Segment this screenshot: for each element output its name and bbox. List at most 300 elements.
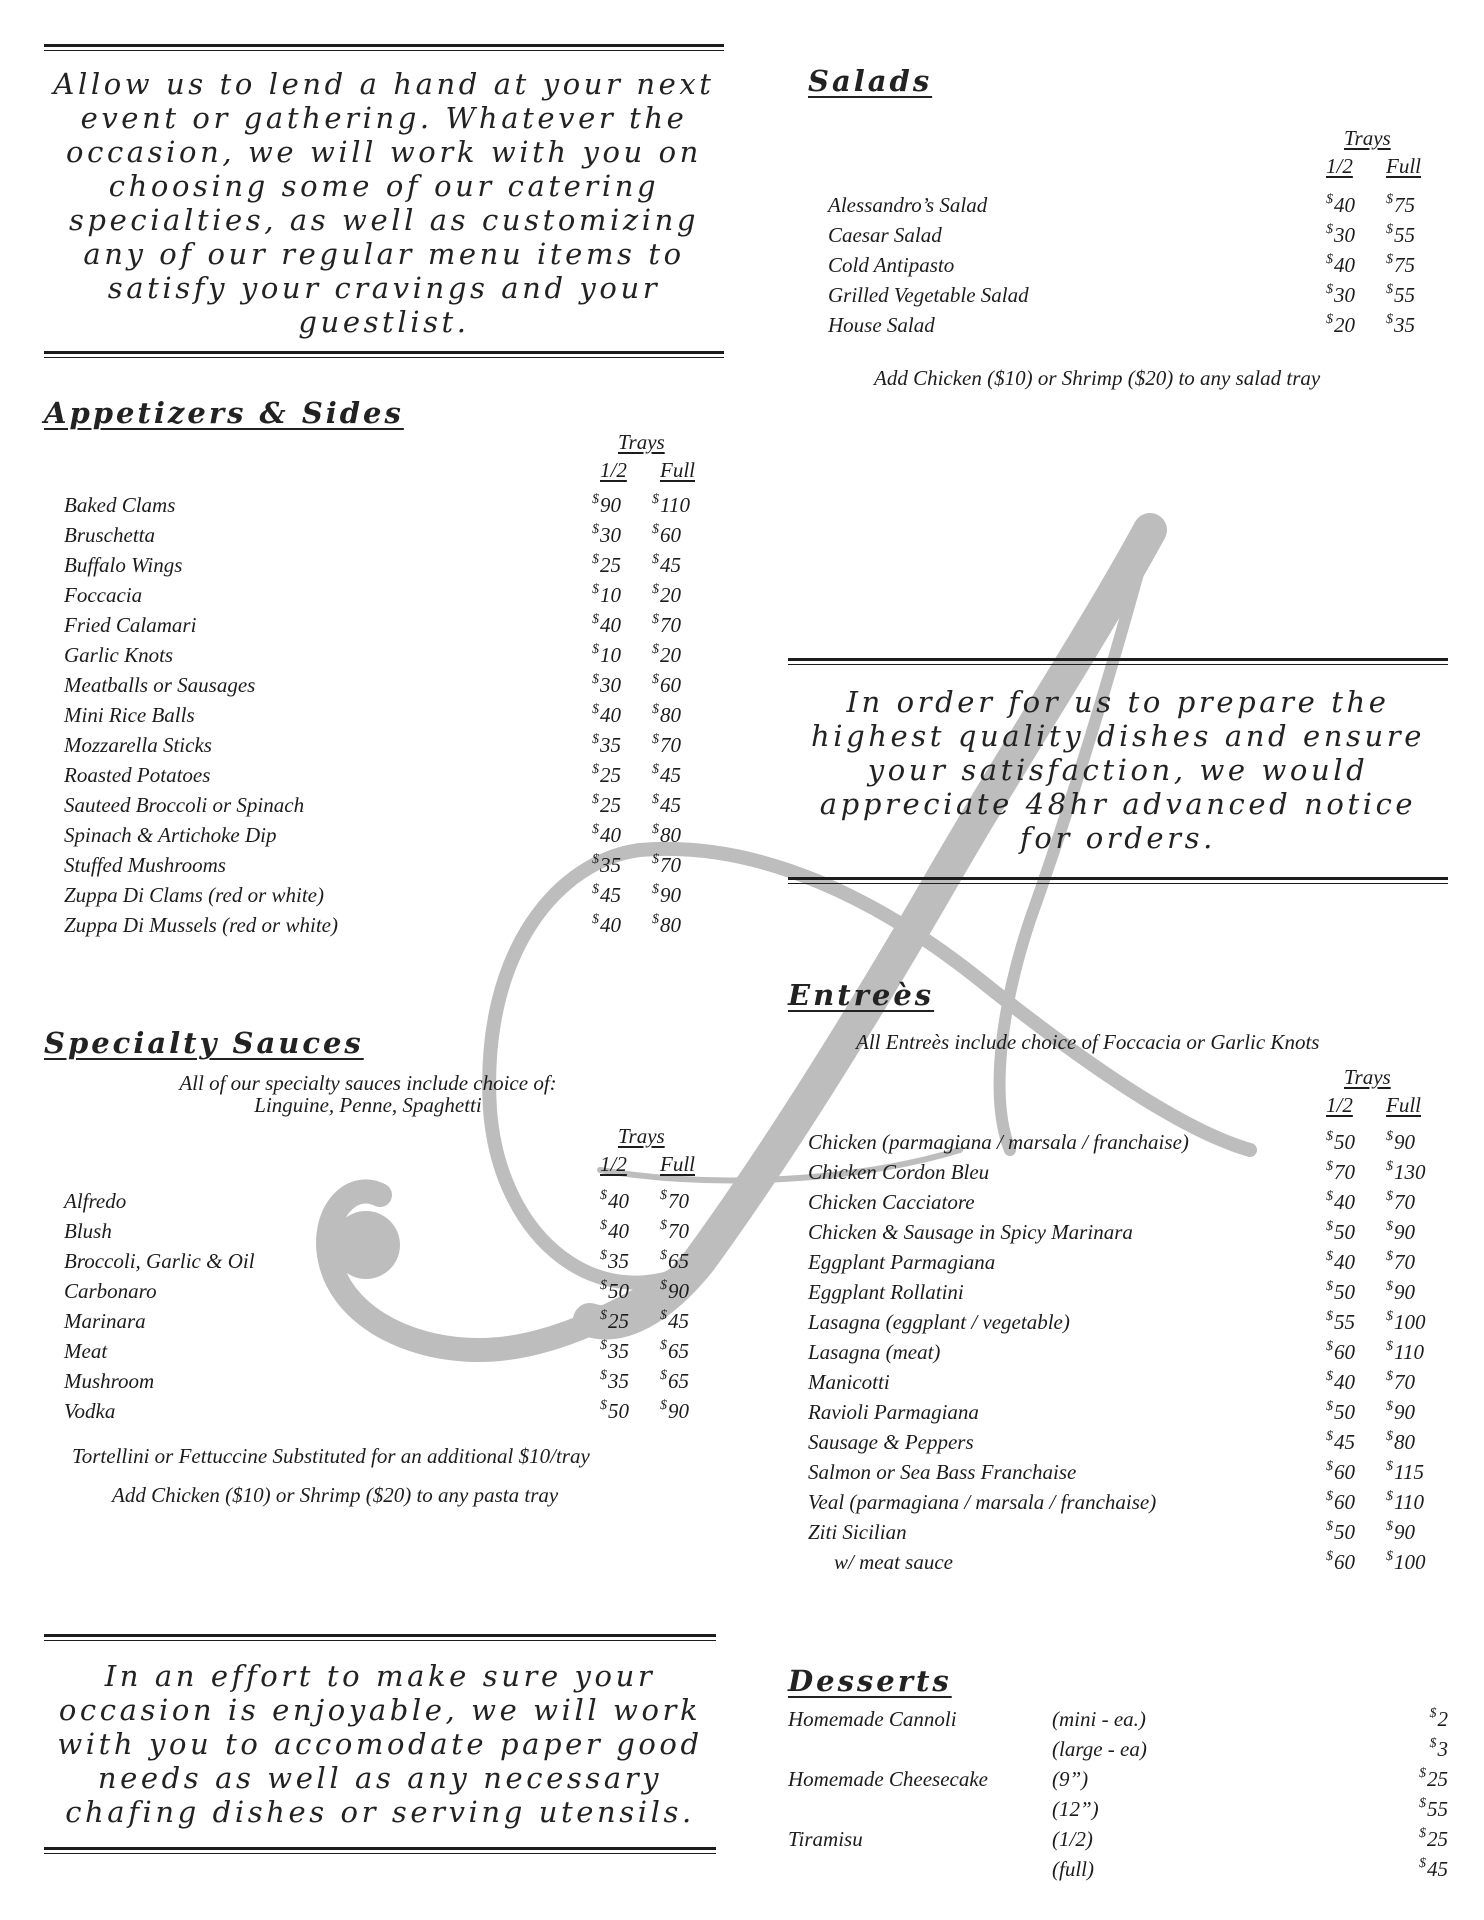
full-tray-price [1386, 1307, 1426, 1341]
currency-symbol: $ [592, 852, 599, 867]
full-tray-price [1386, 1397, 1415, 1431]
currency-symbol: $ [592, 492, 599, 507]
currency-symbol: $ [1386, 1249, 1393, 1264]
menu-item-name: Mozzarella Sticks [64, 733, 212, 757]
dessert-price [1419, 1854, 1448, 1888]
full-tray-price [652, 880, 681, 914]
full-tray-price [660, 1306, 689, 1340]
price-value: 40 [1334, 1250, 1355, 1274]
currency-symbol: $ [1326, 1519, 1333, 1534]
price-value: 45 [668, 1309, 689, 1333]
currency-symbol: $ [1326, 1399, 1333, 1414]
half-tray-price [600, 1396, 629, 1430]
full-tray-price [652, 820, 681, 854]
price-value: 70 [1394, 1250, 1415, 1274]
menu-item-name: Carbonaro [64, 1279, 157, 1303]
price-value: 35 [608, 1369, 629, 1393]
middle-notice-rule-bottom [788, 877, 1448, 884]
half-tray-price [592, 580, 621, 614]
currency-symbol: $ [1386, 1189, 1393, 1204]
menu-item-row [44, 700, 724, 730]
currency-symbol: $ [1326, 312, 1333, 327]
dessert-row [788, 1854, 1448, 1884]
currency-symbol: $ [1326, 222, 1333, 237]
half-tray-price [592, 610, 621, 644]
menu-item-row [44, 550, 724, 580]
menu-item-name: Buffalo Wings [64, 553, 183, 577]
full-tray-price [1386, 220, 1415, 254]
menu-item-row [44, 610, 724, 640]
full-tray-price [1386, 1487, 1424, 1521]
price-value: 35 [600, 733, 621, 757]
price-value: 45 [660, 763, 681, 787]
sauces-intro-line1: All of our specialty sauces include choice of: [179, 1071, 557, 1095]
price-value: 40 [1334, 193, 1355, 217]
price-value: 55 [1427, 1797, 1448, 1821]
menu-item-row [44, 670, 724, 700]
salads-note-add-protein: Add Chicken ($10) or Shrimp ($20) to any salad tray [874, 366, 1321, 390]
half-tray-price [592, 820, 621, 854]
currency-symbol: $ [652, 912, 659, 927]
price-value: 80 [660, 703, 681, 727]
currency-symbol: $ [652, 822, 659, 837]
menu-item-name: Baked Clams [64, 493, 176, 517]
currency-symbol: $ [1326, 1249, 1333, 1264]
price-value: 50 [1334, 1280, 1355, 1304]
menu-item-name: Garlic Knots [64, 643, 174, 667]
price-value: 25 [1427, 1827, 1448, 1851]
middle-notice: In order for us to prepare the highest quality dishes and ensure your satisfaction, we would appreciate 48hr advanced notice for orders. [810, 685, 1426, 855]
full-tray-price [1386, 1547, 1426, 1581]
price-value: 25 [600, 763, 621, 787]
price-value: 90 [600, 493, 621, 517]
price-value: 115 [1394, 1460, 1424, 1484]
full-tray-price [660, 1186, 689, 1220]
currency-symbol: $ [1386, 312, 1393, 327]
menu-item-name: Stuffed Mushrooms [64, 853, 226, 877]
price-value: 65 [668, 1369, 689, 1393]
menu-item-row [808, 310, 1450, 340]
price-value: 20 [660, 643, 681, 667]
half-tray-price [1326, 1247, 1355, 1281]
half-tray-price [1326, 280, 1355, 314]
menu-item-row [788, 1457, 1448, 1487]
currency-symbol: $ [1326, 1189, 1333, 1204]
menu-item-name: House Salad [828, 313, 935, 337]
dessert-price [1430, 1704, 1449, 1738]
currency-symbol: $ [1386, 222, 1393, 237]
salads-section [808, 64, 1450, 391]
half-tray-price [592, 550, 621, 584]
currency-symbol: $ [1386, 1309, 1393, 1324]
price-value: 20 [660, 583, 681, 607]
full-tray-price [1386, 1517, 1415, 1551]
half-tray-price [1326, 190, 1355, 224]
half-tray-price [592, 490, 621, 524]
currency-symbol: $ [1326, 252, 1333, 267]
price-value: 110 [1394, 1340, 1424, 1364]
half-tray-price [1326, 1517, 1355, 1551]
menu-item-name: w/ meat sauce [834, 1550, 953, 1574]
half-tray-price [600, 1186, 629, 1220]
sauces-intro-line2: Linguine, Penne, Spaghetti [254, 1093, 482, 1117]
sauces-note-add-protein: Add Chicken ($10) or Shrimp ($20) to any pasta tray [112, 1483, 559, 1507]
dessert-name: Homemade Cannoli [788, 1707, 957, 1731]
half-tray-price [1326, 1487, 1355, 1521]
dessert-row [788, 1794, 1448, 1824]
price-value: 50 [1334, 1400, 1355, 1424]
price-value: 70 [660, 853, 681, 877]
menu-item-name: Foccacia [64, 583, 143, 607]
menu-item-name: Fried Calamari [64, 613, 197, 637]
half-tray-price [592, 880, 621, 914]
full-tray-price [1386, 280, 1415, 314]
dessert-price [1419, 1824, 1448, 1858]
menu-item-name: Eggplant Parmagiana [808, 1250, 996, 1274]
currency-symbol: $ [1386, 1279, 1393, 1294]
currency-symbol: $ [1419, 1766, 1426, 1781]
half-tray-price [592, 910, 621, 944]
appetizers-list [44, 490, 724, 940]
price-value: 90 [1394, 1400, 1415, 1424]
middle-notice-block [788, 658, 1448, 884]
currency-symbol: $ [600, 1218, 607, 1233]
menu-item-row [788, 1277, 1448, 1307]
full-tray-price [1386, 1337, 1424, 1371]
currency-symbol: $ [1429, 1736, 1437, 1751]
price-value: 40 [600, 703, 621, 727]
currency-symbol: $ [600, 1308, 607, 1323]
currency-symbol: $ [592, 792, 599, 807]
price-value: 40 [608, 1219, 629, 1243]
menu-item-name: Cold Antipasto [828, 253, 955, 277]
menu-item-row [44, 580, 724, 610]
desserts-list [788, 1704, 1448, 1884]
menu-item-row [44, 760, 724, 790]
full-tray-price [652, 760, 681, 794]
menu-item-name: Caesar Salad [828, 223, 942, 247]
entrees-title: Entreès [788, 978, 935, 1012]
price-value: 60 [660, 673, 681, 697]
bottom-notice: In an effort to make sure your occasion is enjoyable, we will work with you to accomodate paper good needs as well as any necessary chafing dishes or serving utensils. [57, 1659, 703, 1829]
menu-item-name: Roasted Potatoes [64, 763, 211, 787]
menu-item-row [44, 1246, 724, 1276]
half-label: 1/2 [1326, 154, 1353, 178]
currency-symbol: $ [652, 702, 659, 717]
menu-item-row [44, 850, 724, 880]
price-value: 25 [1427, 1767, 1448, 1791]
currency-symbol: $ [592, 822, 599, 837]
half-tray-price [1326, 220, 1355, 254]
menu-item-row [788, 1217, 1448, 1247]
right-column [788, 64, 1450, 1881]
full-tray-price [660, 1336, 689, 1370]
currency-symbol: $ [592, 582, 599, 597]
full-tray-price [660, 1246, 689, 1280]
currency-symbol: $ [1386, 1129, 1393, 1144]
currency-symbol: $ [1326, 1279, 1333, 1294]
dessert-size: (1/2) [1052, 1827, 1093, 1851]
full-tray-price [652, 640, 681, 674]
currency-symbol: $ [600, 1278, 607, 1293]
price-value: 90 [668, 1279, 689, 1303]
price-value: 45 [600, 883, 621, 907]
currency-symbol: $ [600, 1248, 607, 1263]
full-tray-price [652, 910, 681, 944]
price-value: 60 [1334, 1550, 1355, 1574]
price-value: 70 [1334, 1160, 1355, 1184]
half-tray-price [592, 760, 621, 794]
price-value: 70 [660, 733, 681, 757]
full-tray-price [660, 1366, 689, 1400]
full-tray-price [1386, 1157, 1426, 1191]
trays-label: Trays [618, 430, 665, 454]
menu-item-name: Grilled Vegetable Salad [828, 283, 1029, 307]
currency-symbol: $ [1326, 1369, 1333, 1384]
price-value: 45 [1334, 1430, 1355, 1454]
price-value: 110 [1394, 1490, 1424, 1514]
full-tray-price [1386, 190, 1415, 224]
half-tray-price [1326, 250, 1355, 284]
half-tray-price [1326, 1547, 1355, 1581]
price-value: 90 [1394, 1520, 1415, 1544]
half-tray-price [592, 520, 621, 554]
currency-symbol: $ [660, 1218, 667, 1233]
price-value: 30 [1334, 223, 1355, 247]
full-label: Full [660, 458, 695, 482]
top-notice-rule-top [44, 44, 724, 51]
currency-symbol: $ [652, 582, 659, 597]
bottom-notice-rule-bottom [44, 1847, 716, 1854]
currency-symbol: $ [592, 552, 599, 567]
price-value: 60 [1334, 1460, 1355, 1484]
menu-item-name: Chicken Cordon Bleu [808, 1160, 990, 1184]
half-tray-price [592, 640, 621, 674]
full-tray-price [1386, 1367, 1415, 1401]
currency-symbol: $ [592, 882, 599, 897]
menu-item-row [788, 1547, 1448, 1577]
price-value: 50 [1334, 1220, 1355, 1244]
menu-item-name: Sausage & Peppers [808, 1430, 974, 1454]
menu-item-name: Meatballs or Sausages [64, 673, 256, 697]
menu-item-row [788, 1427, 1448, 1457]
appetizers-trays-header [44, 430, 724, 486]
full-tray-price [652, 790, 681, 824]
full-tray-price [1386, 1457, 1424, 1491]
dessert-size: (9”) [1052, 1767, 1089, 1791]
menu-item-row [44, 1216, 724, 1246]
sauces-trays-header [44, 1124, 724, 1180]
menu-item-row [44, 640, 724, 670]
currency-symbol: $ [652, 792, 659, 807]
currency-symbol: $ [652, 612, 659, 627]
price-value: 60 [1334, 1340, 1355, 1364]
menu-item-row [44, 1186, 724, 1216]
price-value: 70 [668, 1219, 689, 1243]
menu-item-name: Zuppa Di Mussels (red or white) [64, 913, 338, 937]
left-column [44, 44, 724, 1829]
menu-item-row [788, 1247, 1448, 1277]
currency-symbol: $ [592, 612, 599, 627]
sauces-intro [158, 1072, 578, 1116]
sauces-section [44, 1026, 724, 1508]
price-value: 50 [608, 1279, 629, 1303]
half-tray-price [1326, 1397, 1355, 1431]
menu-item-row [788, 1367, 1448, 1397]
dessert-size: (12”) [1052, 1797, 1099, 1821]
salads-title: Salads [808, 64, 933, 98]
menu-item-row [788, 1397, 1448, 1427]
half-tray-price [592, 700, 621, 734]
menu-item-name: Lasagna (eggplant / vegetable) [808, 1310, 1070, 1334]
price-value: 50 [1334, 1130, 1355, 1154]
currency-symbol: $ [660, 1188, 667, 1203]
menu-item-name: Bruschetta [64, 523, 155, 547]
price-value: 70 [668, 1189, 689, 1213]
price-value: 80 [660, 823, 681, 847]
currency-symbol: $ [1386, 1519, 1393, 1534]
price-value: 35 [600, 853, 621, 877]
price-value: 40 [608, 1189, 629, 1213]
price-value: 40 [1334, 1190, 1355, 1214]
price-value: 40 [600, 823, 621, 847]
currency-symbol: $ [652, 552, 659, 567]
currency-symbol: $ [652, 852, 659, 867]
full-tray-price [652, 550, 681, 584]
dessert-price [1419, 1764, 1448, 1798]
full-tray-price [652, 580, 681, 614]
price-value: 35 [608, 1249, 629, 1273]
currency-symbol: $ [600, 1188, 607, 1203]
menu-item-row [808, 220, 1450, 250]
menu-item-row [44, 790, 724, 820]
menu-item-row [808, 190, 1450, 220]
menu-item-name: Chicken Cacciatore [808, 1190, 975, 1214]
currency-symbol: $ [1429, 1706, 1437, 1721]
menu-item-name: Ravioli Parmagiana [808, 1400, 979, 1424]
trays-label: Trays [1344, 126, 1391, 150]
currency-symbol: $ [1326, 1309, 1333, 1324]
currency-symbol: $ [592, 642, 599, 657]
price-value: 55 [1394, 283, 1415, 307]
full-tray-price [1386, 250, 1415, 284]
menu-item-row [44, 1336, 724, 1366]
price-value: 35 [1394, 313, 1415, 337]
full-tray-price [1386, 1217, 1415, 1251]
price-value: 80 [1394, 1430, 1415, 1454]
price-value: 40 [600, 913, 621, 937]
menu-item-name: Meat [64, 1339, 108, 1363]
currency-symbol: $ [1386, 1429, 1393, 1444]
price-value: 25 [608, 1309, 629, 1333]
full-tray-price [652, 520, 681, 554]
price-value: 70 [1394, 1370, 1415, 1394]
half-tray-price [592, 670, 621, 704]
half-tray-price [600, 1276, 629, 1310]
price-value: 25 [600, 553, 621, 577]
full-label: Full [660, 1152, 695, 1176]
full-tray-price [1386, 1427, 1415, 1461]
currency-symbol: $ [1419, 1826, 1426, 1841]
price-value: 50 [608, 1399, 629, 1423]
price-value: 45 [1427, 1857, 1448, 1881]
price-value: 70 [660, 613, 681, 637]
price-value: 110 [660, 493, 690, 517]
menu-item-row [788, 1337, 1448, 1367]
currency-symbol: $ [652, 672, 659, 687]
entrees-list [788, 1127, 1448, 1577]
currency-symbol: $ [592, 522, 599, 537]
price-value: 65 [668, 1249, 689, 1273]
price-value: 65 [668, 1339, 689, 1363]
currency-symbol: $ [1326, 1219, 1333, 1234]
half-tray-price [600, 1246, 629, 1280]
menu-item-name: Blush [64, 1219, 112, 1243]
half-tray-price [592, 790, 621, 824]
currency-symbol: $ [1326, 1339, 1333, 1354]
sauces-title: Specialty Sauces [44, 1026, 364, 1060]
price-value: 30 [1334, 283, 1355, 307]
currency-symbol: $ [592, 732, 599, 747]
half-tray-price [592, 730, 621, 764]
dessert-size: (large - ea) [1052, 1737, 1147, 1761]
half-tray-price [1326, 1277, 1355, 1311]
currency-symbol: $ [1386, 192, 1393, 207]
dessert-row [788, 1734, 1448, 1764]
appetizers-title: Appetizers & Sides [44, 396, 404, 430]
currency-symbol: $ [592, 912, 599, 927]
price-value: 45 [660, 793, 681, 817]
price-value: 70 [1394, 1190, 1415, 1214]
price-value: 2 [1437, 1707, 1448, 1731]
price-value: 25 [600, 793, 621, 817]
salads-trays-header [808, 126, 1450, 182]
price-value: 60 [1334, 1490, 1355, 1514]
half-tray-price [1326, 1457, 1355, 1491]
menu-item-row [788, 1307, 1448, 1337]
menu-item-name: Alfredo [64, 1189, 127, 1213]
menu-item-row [788, 1157, 1448, 1187]
currency-symbol: $ [652, 882, 659, 897]
price-value: 55 [1394, 223, 1415, 247]
price-value: 10 [600, 583, 621, 607]
currency-symbol: $ [1386, 1399, 1393, 1414]
currency-symbol: $ [1326, 1159, 1333, 1174]
price-value: 40 [600, 613, 621, 637]
menu-item-name: Mushroom [64, 1369, 155, 1393]
price-value: 80 [660, 913, 681, 937]
trays-label: Trays [618, 1124, 665, 1148]
dessert-price [1419, 1794, 1448, 1828]
currency-symbol: $ [1326, 1129, 1333, 1144]
half-tray-price [600, 1306, 629, 1340]
menu-item-name: Marinara [64, 1309, 146, 1333]
menu-item-row [44, 1306, 724, 1336]
currency-symbol: $ [1326, 1459, 1333, 1474]
entrees-intro: All Entreès include choice of Foccacia or Garlic Knots [856, 1030, 1320, 1054]
full-tray-price [652, 730, 681, 764]
full-tray-price [652, 700, 681, 734]
currency-symbol: $ [652, 522, 659, 537]
menu-item-row [44, 880, 724, 910]
full-tray-price [652, 670, 681, 704]
dessert-size: (mini - ea.) [1052, 1707, 1146, 1731]
top-notice-rule-bottom [44, 351, 724, 358]
price-value: 40 [1334, 253, 1355, 277]
half-tray-price [1326, 1157, 1355, 1191]
half-label: 1/2 [1326, 1093, 1353, 1117]
price-value: 100 [1394, 1310, 1426, 1334]
